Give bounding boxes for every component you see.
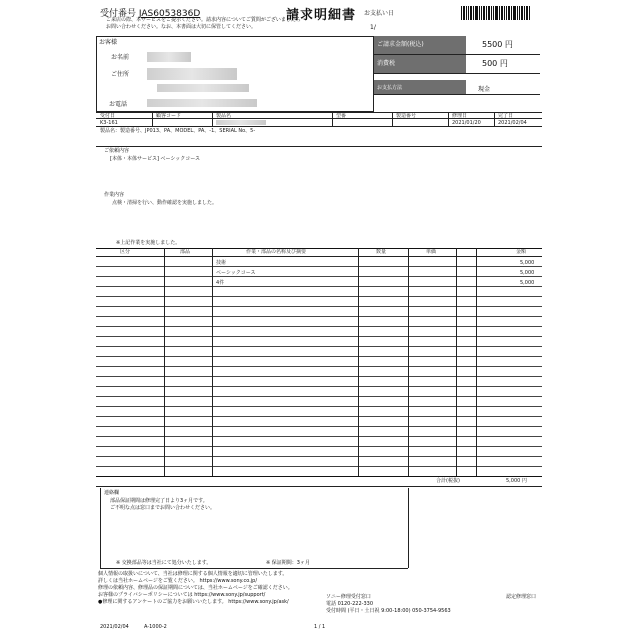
info-col-sep-2 [212,112,213,126]
disclaimer-line-4: お客様のプライバシーポリシーについては https://www.sony.jp/support/ [98,592,266,598]
notes-footnote-left: ※ 交換部品等は当社にて処分いたします。 [116,560,212,566]
info-col-sep-4 [392,112,393,126]
table-header-4: 単価 [426,249,437,255]
subtotal-value: 5,000 円 [506,478,527,484]
request-text: [本体・本体サービス] ベーシックコース [110,156,200,162]
info-col-sep-5 [448,112,449,126]
work-text: 点検・清掃を行い、動作確認を実施しました。 [112,200,218,206]
name-label: お名前 [111,54,130,61]
table-col-sep-2 [212,248,213,476]
info-header-6: 完了日 [498,113,514,119]
address-label: ご住所 [111,71,130,78]
total-label: ご請求金額(税込) [377,41,424,48]
recipient-heading: お客様 [99,39,118,46]
disclaimer-line-2: 詳しくは当社ホームページをご覧ください。 https://www.sony.co.jp/ [98,578,258,584]
document-title: 請求明細書 [286,8,357,23]
bottom-date: 2021/02/04 [100,624,129,630]
amount-divider-3 [374,94,540,95]
notes-footnote-right: ※ 保証期間：3ヶ月 [266,560,310,566]
phone-label: お電話 [109,101,128,108]
tax-value: 500 円 [482,59,508,68]
estimate-note: ※上記作業を実施しました。 [116,240,181,246]
bottom-code: A-1000-2 [144,624,167,630]
row-3-desc: 4件 [216,280,225,286]
row-2-amount: 5,000 [520,270,535,276]
table-col-sep-4 [408,248,409,476]
page-mark: 1/ [370,24,376,31]
tax-label: 消費税 [377,60,396,67]
redacted-product [216,120,266,125]
info-col-sep-3 [332,112,333,126]
company-name: ソニー修理受付窓口 [326,594,371,600]
notice-line-2: お問い合わせください。なお、本書面は大切に保管してください。 [106,24,257,30]
receipt-number: JAS6053836D [138,9,201,19]
company-phone: 電話 0120-222-330 [326,601,374,607]
notes-left-border [100,488,101,568]
table-col-sep-5 [456,248,457,476]
info-value-0: K3-161 [100,120,118,126]
disclaimer-line-5: ●修理に関するアンケートのご協力をお願いいたします。 https://www.sony.jp/ask/ [98,599,289,605]
row-2-desc: ベーシックコース [216,270,256,276]
payment-label: お支払方法 [377,85,403,91]
notes-line-2: ご不明な点は窓口までお問い合わせください。 [110,505,216,511]
redacted-name [147,52,191,62]
work-heading: 作業内容 [104,192,125,198]
notes-right-border [408,488,409,568]
row-3-amount: 5,000 [520,280,535,286]
info-value-5: 2021/01/20 [452,120,481,126]
table-header-0: 区分 [120,249,131,255]
subtotal-label: 合計(税抜) [436,478,460,484]
recipient-box [96,36,374,112]
barcode [461,6,541,20]
total-value: 5500 円 [482,40,513,49]
row-1-desc: 技術 [216,260,227,266]
notes-line-1: 部品保証期間は修理完了日より3ヶ月です。 [110,498,208,504]
redacted-address-2 [157,84,249,92]
info-header-4: 製造番号 [396,113,417,119]
company-line3: 受付時間 (平日・土日祝 9:00-18:00) 050-3754-9563 [326,608,451,614]
table-col-sep-1 [164,248,165,476]
row-1-amount: 5,000 [520,260,535,266]
bottom-page: 1 / 1 [314,624,326,630]
disclaimer-line-3: 修理の依頼内容、修理品の保証期間については、当社ホームページをご確認ください。 [98,585,293,591]
table-header-6: 金額 [516,249,527,255]
table-col-sep-3 [358,248,359,476]
payment-date-label: お支払い日 [364,10,395,17]
amount-divider-2 [374,73,540,74]
info-col-sep-1 [152,112,153,126]
notes-heading: 連絡欄 [104,490,120,496]
table-bottom-border [96,476,542,477]
info-row-bottom [96,126,542,127]
info-header-3: 型番 [336,113,347,119]
info-header-1: 顧客コード [156,113,182,119]
table-header-2: 作業・部品の名称及び摘要 [246,249,307,255]
info-header-2: 製品名 [216,113,232,119]
receipt-label: 受付番号 [100,9,137,19]
request-heading: ご依頼内容 [104,148,130,154]
product-note: 製品名：製造番号、JP013、PA、MODEL、PA、-1、SERIAL No、5- [100,128,256,134]
invoice-sheet [96,0,546,640]
info-value-6: 2021/02/04 [498,120,527,126]
table-header-3: 数量 [376,249,387,255]
table-header-1: 部品 [180,249,191,255]
info-col-sep-6 [494,112,495,126]
request-section-top [96,146,542,147]
info-header-5: 修理日 [452,113,468,119]
disclaimer-line-1: 個人情報の取扱いについて、当社は修理に関する個人情報を適切に管理いたします。 [98,571,288,577]
payment-value: 現金 [478,86,491,93]
amount-box [374,36,540,102]
notice-line-1: ご来店の際、本サービスをご提示ください。請求内容についてご質問がございましたら [106,17,301,23]
table-col-sep-6 [476,248,477,476]
subtotal-bottom [96,486,542,487]
right-mark: 認定修理窓口 [506,594,537,600]
info-header-0: 受付日 [100,113,116,119]
redacted-address [147,68,237,80]
notes-bottom-border [100,568,408,569]
redacted-phone [147,99,257,107]
